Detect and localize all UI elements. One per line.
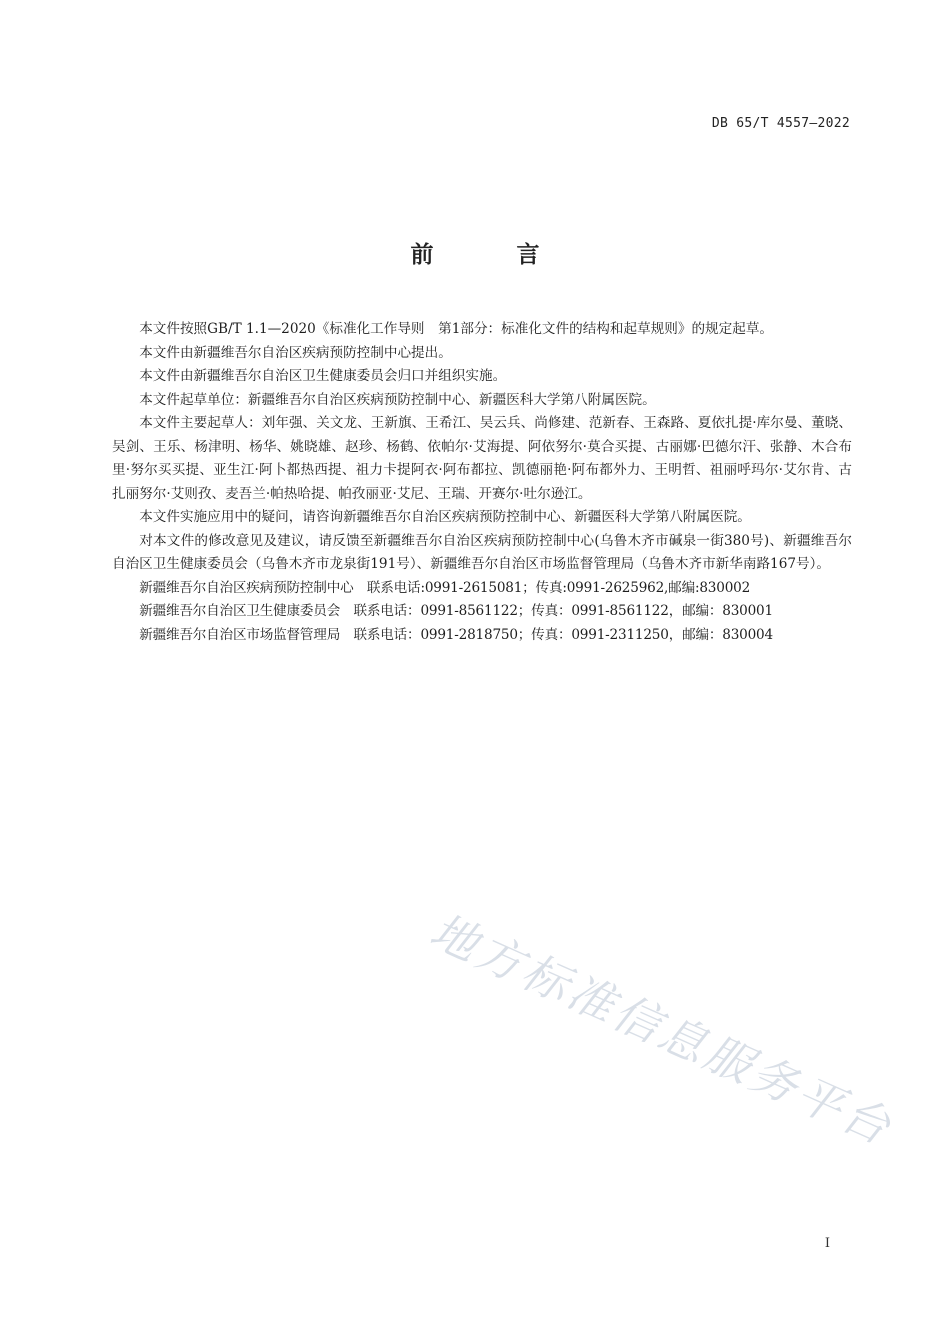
paragraph-inquiries: 本文件实施应用中的疑问，请咨询新疆维吾尔自治区疾病预防控制中心、新疆医科大学第八附属医院。 [139, 509, 751, 525]
paragraph-feedback: 对本文件的修改意见及建议，请反馈至新疆维吾尔自治区疾病预防控制中心(乌鲁木齐市碱泉一街380号)、新疆维吾尔自治区卫生健康委员会（乌鲁木齐市龙泉街191号）、新疆维吾尔自治区市场监督管理局（乌鲁木齐市新华南路167号）。 [112, 532, 852, 572]
foreword-body [112, 318, 852, 647]
contact-row: 新疆维吾尔自治区疾病预防控制中心 联系电话:0991-2615081；传真:0991-2625962,邮编:830002 [139, 579, 751, 596]
paragraph-administrator: 本文件由新疆维吾尔自治区卫生健康委员会归口并组织实施。 [139, 368, 507, 384]
paragraph-drafters: 本文件主要起草人：刘年强、关文龙、王新旗、王希江、吴云兵、尚修建、范新春、王森路、夏依扎提·库尔曼、董晓、吴剑、王乐、杨津明、杨华、姚晓雄、赵珍、杨鹤、依帕尔·艾海提、阿依努尔·莫合买提、古丽娜·巴德尔汗、张静、木合布里·努尔买买提、亚生江·阿卜都热西提、祖力卡提阿衣·阿布都拉、凯德丽艳·阿布都外力、王明哲、祖丽呼玛尔·艾尔肯、古扎丽努尔·艾则孜、麦吾兰·帕热哈提、帕孜丽亚·艾尼、王瑞、开赛尔·吐尔逊江。 [112, 415, 852, 502]
paragraph-proposer: 本文件由新疆维吾尔自治区疾病预防控制中心提出。 [139, 344, 452, 361]
contact-list [112, 577, 852, 648]
page-title: 前 言 [410, 242, 570, 268]
page-number: I [824, 1236, 830, 1251]
contact-row: 新疆维吾尔自治区卫生健康委员会 联系电话：0991-8561122；传真：0991-8561122，邮编：830001 [139, 603, 773, 619]
standard-code: DB 65/T 4557—2022 [711, 116, 850, 131]
contact-row: 新疆维吾尔自治区市场监督管理局 联系电话：0991-2818750；传真：0991-2311250，邮编：830004 [139, 626, 773, 643]
paragraph-drafting-units: 本文件起草单位：新疆维吾尔自治区疾病预防控制中心、新疆医科大学第八附属医院。 [139, 391, 656, 408]
watermark: 地方标准信息服务平台 [422, 903, 902, 1156]
paragraph-drafting-rules: 本文件按照GB/T 1.1—2020《标准化工作导则 第1部分：标准化文件的结构和起草规则》的规定起草。 [139, 321, 774, 337]
